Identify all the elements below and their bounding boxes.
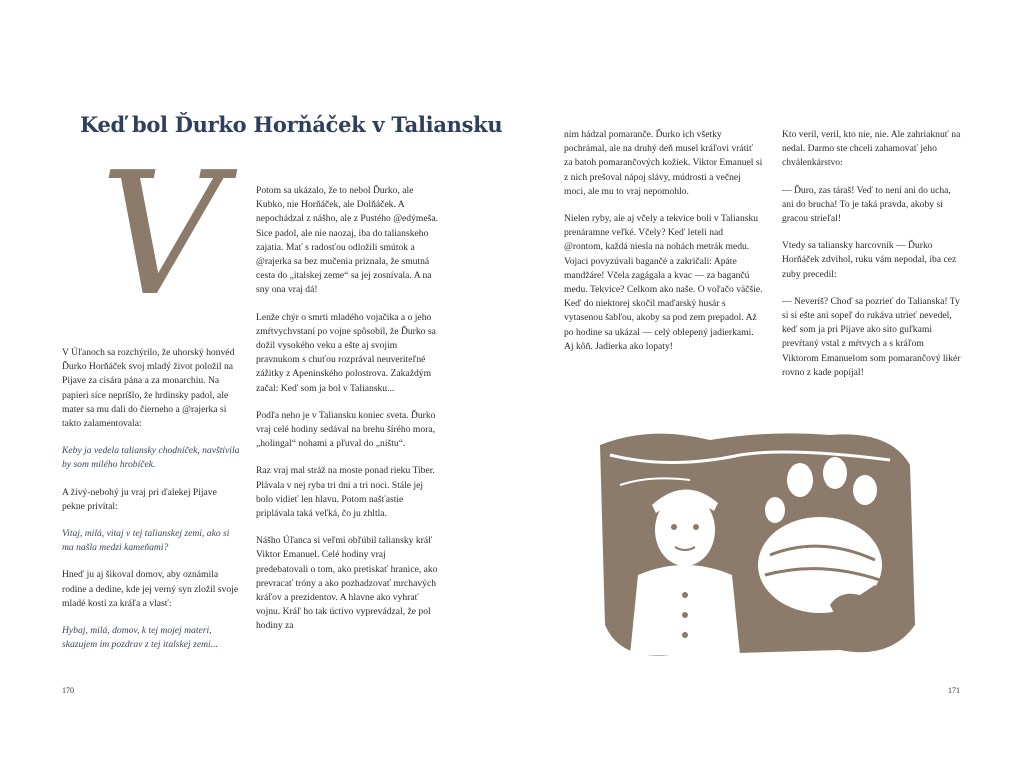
body-paragraph: Vtedy sa taliansky harcovník — Ďurko Horňáček zdvihol, ruku vám nepodal, iba cez zuby precedil: bbox=[782, 240, 957, 280]
body-paragraph: Potom sa ukázalo, že to nebol Ďurko, ale Kubko, nie Horňáček, ale Dolňáček. A nepochádzal z nášho, ale z Pustého @edýmeša. Sice padol, ale nie naozaj, iba do talianskeho zajatia. Mať s radosťou odložili smútok a @rajerka sa bez mučenia priznala, že smutná cesta do „italskej zeme“ sa jej zosnívala. A na sny ona vraj dá! bbox=[256, 185, 438, 296]
body-paragraph: Lenže chýr o smrti mladého vojačika a o jeho zmŕtvychvstaní po vojne spôsobil, že Ďurko sa dožil vysokého veku a ešte aj svojim pravnukom s chuťou rozprával neuveriteľné zážitky z Apeninského polostrova. Zakaždým začal: Keď som ja bol v Taliansku... bbox=[256, 311, 436, 394]
verse-paragraph: Keby ja vedela taliansky chodníček, navštívila by som milého hrobíček. bbox=[62, 445, 240, 471]
verse-paragraph: Hybaj, milá, domov, k tej mojej materi, skazujem im pozdrav z tej italskej zemi... bbox=[62, 625, 218, 651]
drop-cap: V bbox=[100, 136, 223, 334]
body-paragraph: A živý-nebohý ju vraj pri ďalekej Pijave pekne privítal: bbox=[62, 486, 217, 512]
body-paragraph: Nielen ryby, ale aj včely a tekvice boli v Taliansku prenáramne veľké. Včely? Keď leteli nad @rontom, každá niesla na nohách metrák medu. Vojaci povyzúvali bagančé a zakričali: Apáte mandžáre! Včela zagágala a kvac — za bagančú medu. Tekvice? Celkom ako naše. O voľačo väčšie. Keď do niektorej skočil maďarský husár s vytasenou šabľou, akoby sa pod zem prepadol. Až po hodine sa ukázal — celý oblepený jadierkami. Aj kôň. Jadierka ako lopaty! bbox=[564, 213, 763, 352]
woodcut-illustration bbox=[590, 425, 920, 665]
page-number-left: 170 bbox=[62, 686, 74, 695]
body-paragraph: Hneď ju aj šikoval domov, aby oznámila rodine a dedine, kde jej verný syn zložil svoje mladé kosti za kráľa a vlasť: bbox=[62, 569, 239, 609]
body-paragraph: Nášho Úľanca si veľmi obľúbil taliansky kráľ Viktor Emanuel. Celé hodiny vraj predebatovali o tom, ako pretískať hranice, ako prevracať tróny a ako pozhadzovať mrchavých kráľov a prezidentov. A hlavne ako vyhrať vojnu. Kráľ ho tak úctivo vyprevádzal, že pol hodiny za bbox=[256, 535, 438, 632]
chapter-title: Keď bol Ďurko Horňáček v Taliansku bbox=[80, 112, 503, 137]
text-column-4 bbox=[782, 128, 962, 393]
body-paragraph: ním hádzal pomaranče. Ďurko ich všetky pochrámal, ale na druhý deň musel kráľovi vrátiť za batoh pomarančových kožiek. Viktor Emanuel si z nich prešoval nápoj slávy, múdrosti a večnej moci, ale mu to vraj nepomohlo. bbox=[564, 129, 763, 197]
body-paragraph: Raz vraj mal stráž na moste ponad rieku Tiber. Plávala v nej ryba tri dni a tri noci. Stále jej bolo vidieť len hlavu. Potom našťastie priplávala taká veľká, čo ju zhltla. bbox=[256, 465, 435, 520]
text-column-3 bbox=[564, 128, 764, 367]
body-paragraph: Podľa neho je v Taliansku koniec sveta. Ďurko vraj celé hodiny sedával na brehu šírého mora, „holingal“ nohami a pľuval do „ništu“. bbox=[256, 409, 436, 450]
body-paragraph: — Ďuro, zas táraš! Veď to není ani do ucha, ani do brucha! To je taká pravda, akoby si gracou strieľal! bbox=[782, 184, 951, 225]
text-column-2 bbox=[256, 184, 438, 647]
body-paragraph: V Úľanoch sa rozchýrilo, že uhorský honvéd Ďurko Horňáček svoj mladý život položil na Pijave za cisára pána a za monarchiu. Na papieri síce nepríšlo, že hrdinsky padol, ale mater sa mu dali do čierneho a @rajerka si takto zalamentovala: bbox=[62, 347, 235, 430]
text-column-1 bbox=[62, 346, 240, 665]
body-paragraph: Kto veril, veril, kto nie, nie. Ale zahriaknuť na nedal. Darmo ste chceli zahamovať jeho chválenkárstvo: bbox=[782, 129, 961, 169]
body-paragraph: — Neveríš? Choď sa pozrieť do Talianska! Ty si si ešte ani sopeľ do rukáva utrieť nevedel, keď som ja pri Pijave ako sito guľkami prevŕtaný vstal z mŕtvych a s kráľom Viktorom Emanuelom som pomarančový likér rovno z kade popíjal! bbox=[782, 295, 961, 378]
verse-paragraph: Vitaj, milá, vitaj v tej talianskej zemi, ako si ma našla medzi kameňami? bbox=[62, 528, 230, 554]
page-number-right: 171 bbox=[948, 686, 960, 695]
